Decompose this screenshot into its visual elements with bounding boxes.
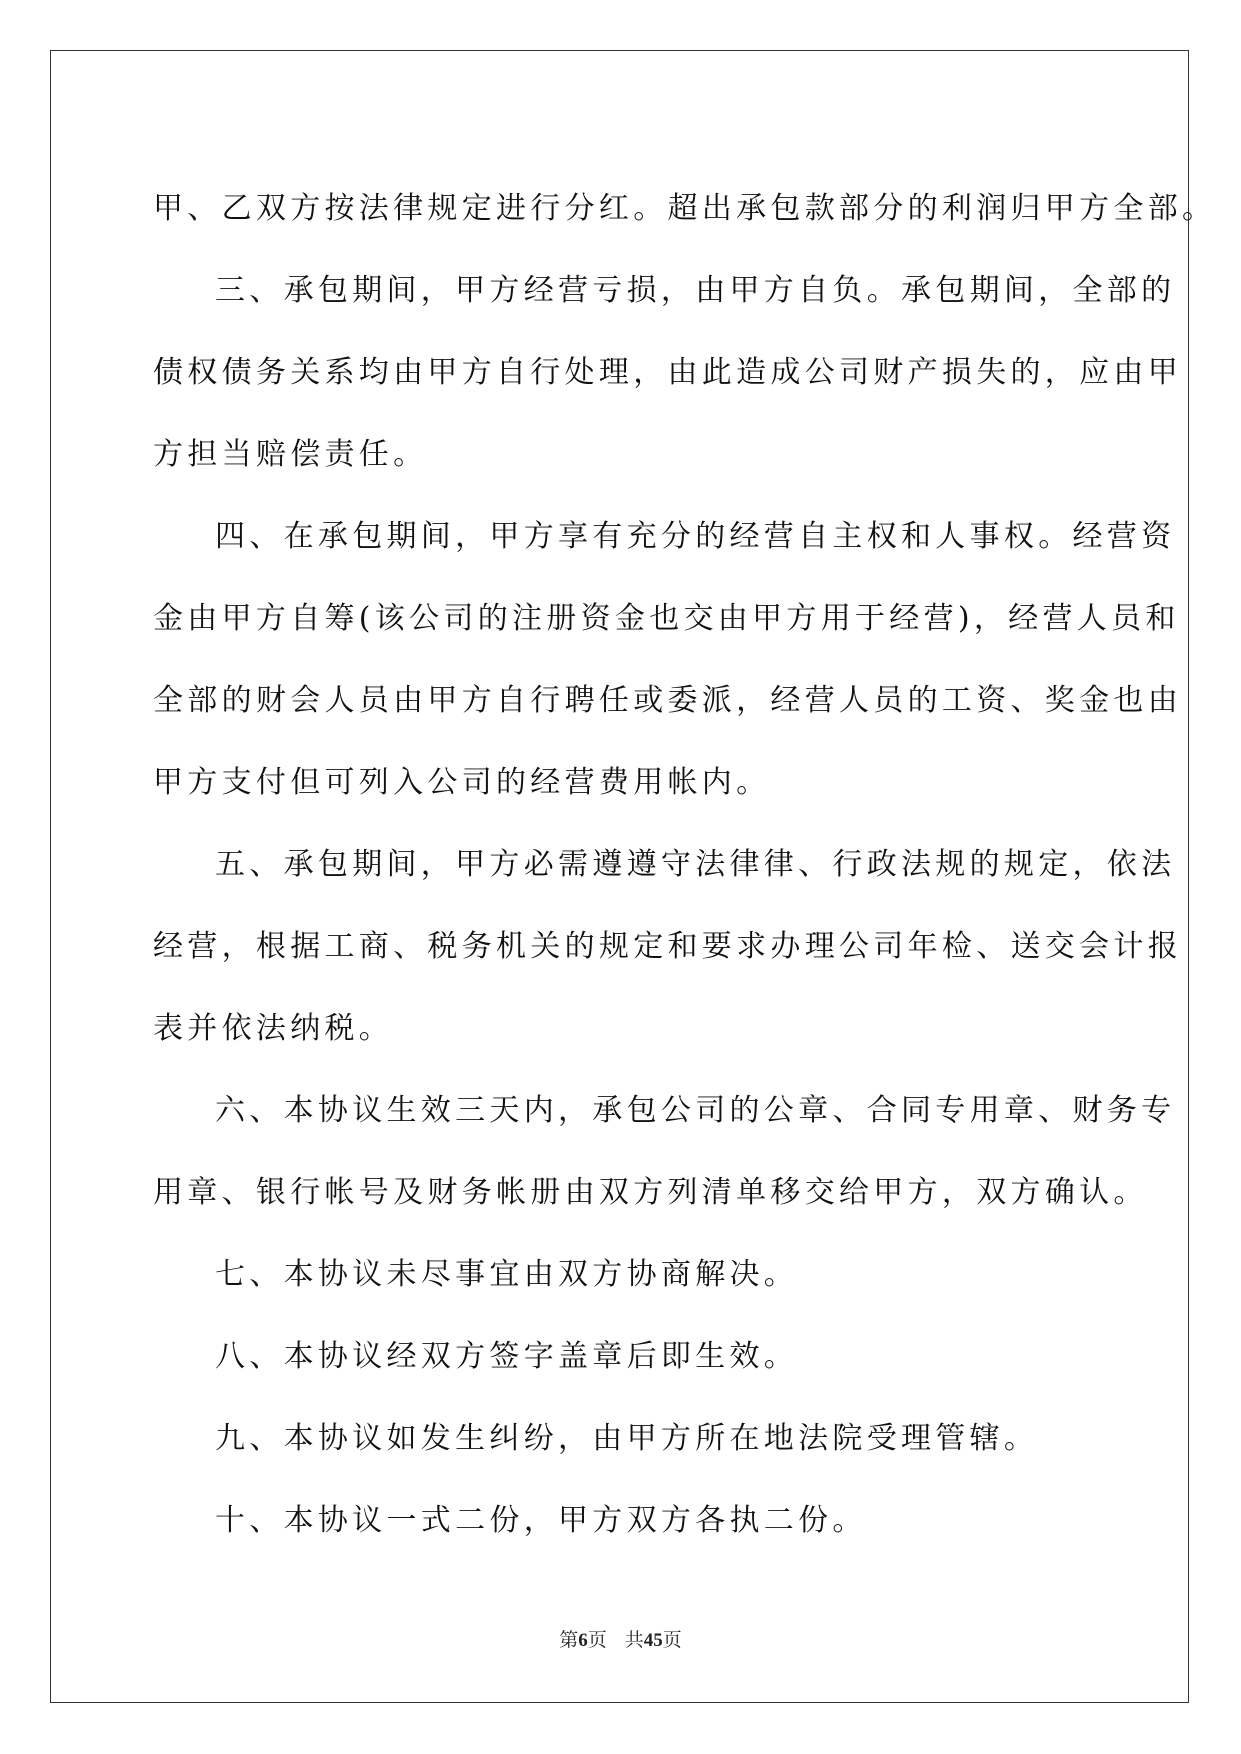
total-suffix: 页: [662, 1630, 682, 1651]
text-line: 九、本协议如发生纠纷，由甲方所在地法院受理管辖。: [215, 1421, 1039, 1456]
text-line: 方担当赔偿责任。: [153, 437, 428, 472]
text-line: 甲、乙双方按法律规定进行分红。超出承包款部分的利润归甲方全部。: [153, 191, 1217, 226]
text-line: 金由甲方自筹(该公司的注册资金也交由甲方用于经营)，经营人员和: [153, 601, 1180, 636]
text-line: 六、本协议生效三天内，承包公司的公章、合同专用章、财务专: [215, 1093, 1176, 1128]
text-line: 八、本协议经双方签字盖章后即生效。: [215, 1339, 799, 1374]
page-suffix: 页: [587, 1630, 607, 1651]
text-line: 经营，根据工商、税务机关的规定和要求办理公司年检、送交会计报: [153, 929, 1182, 964]
text-line: 债权债务关系均由甲方自行处理，由此造成公司财产损失的，应由甲: [153, 355, 1182, 390]
text-line: 三、承包期间，甲方经营亏损，由甲方自负。承包期间，全部的: [215, 273, 1176, 308]
total-prefix: 共: [624, 1630, 644, 1651]
page-prefix: 第: [559, 1630, 579, 1651]
text-line: 四、在承包期间，甲方享有充分的经营自主权和人事权。经营资: [215, 519, 1176, 554]
page-number: 6: [578, 1630, 588, 1651]
text-line: 五、承包期间，甲方必需遵遵守法律律、行政法规的规定，依法: [215, 847, 1176, 882]
text-line: 表并依法纳税。: [153, 1011, 394, 1046]
text-line: 十、本协议一式二份，甲方双方各执二份。: [215, 1503, 867, 1538]
text-line: 七、本协议未尽事宜由双方协商解决。: [215, 1257, 799, 1292]
text-line: 用章、银行帐号及财务帐册由双方列清单移交给甲方，双方确认。: [153, 1175, 1148, 1210]
document-body: [153, 168, 1217, 1562]
text-line: 甲方支付但可列入公司的经营费用帐内。: [153, 765, 771, 800]
page-footer: [0, 1625, 1241, 1652]
text-line: 全部的财会人员由甲方自行聘任或委派，经营人员的工资、奖金也由: [153, 683, 1182, 718]
total-pages: 45: [643, 1630, 663, 1651]
